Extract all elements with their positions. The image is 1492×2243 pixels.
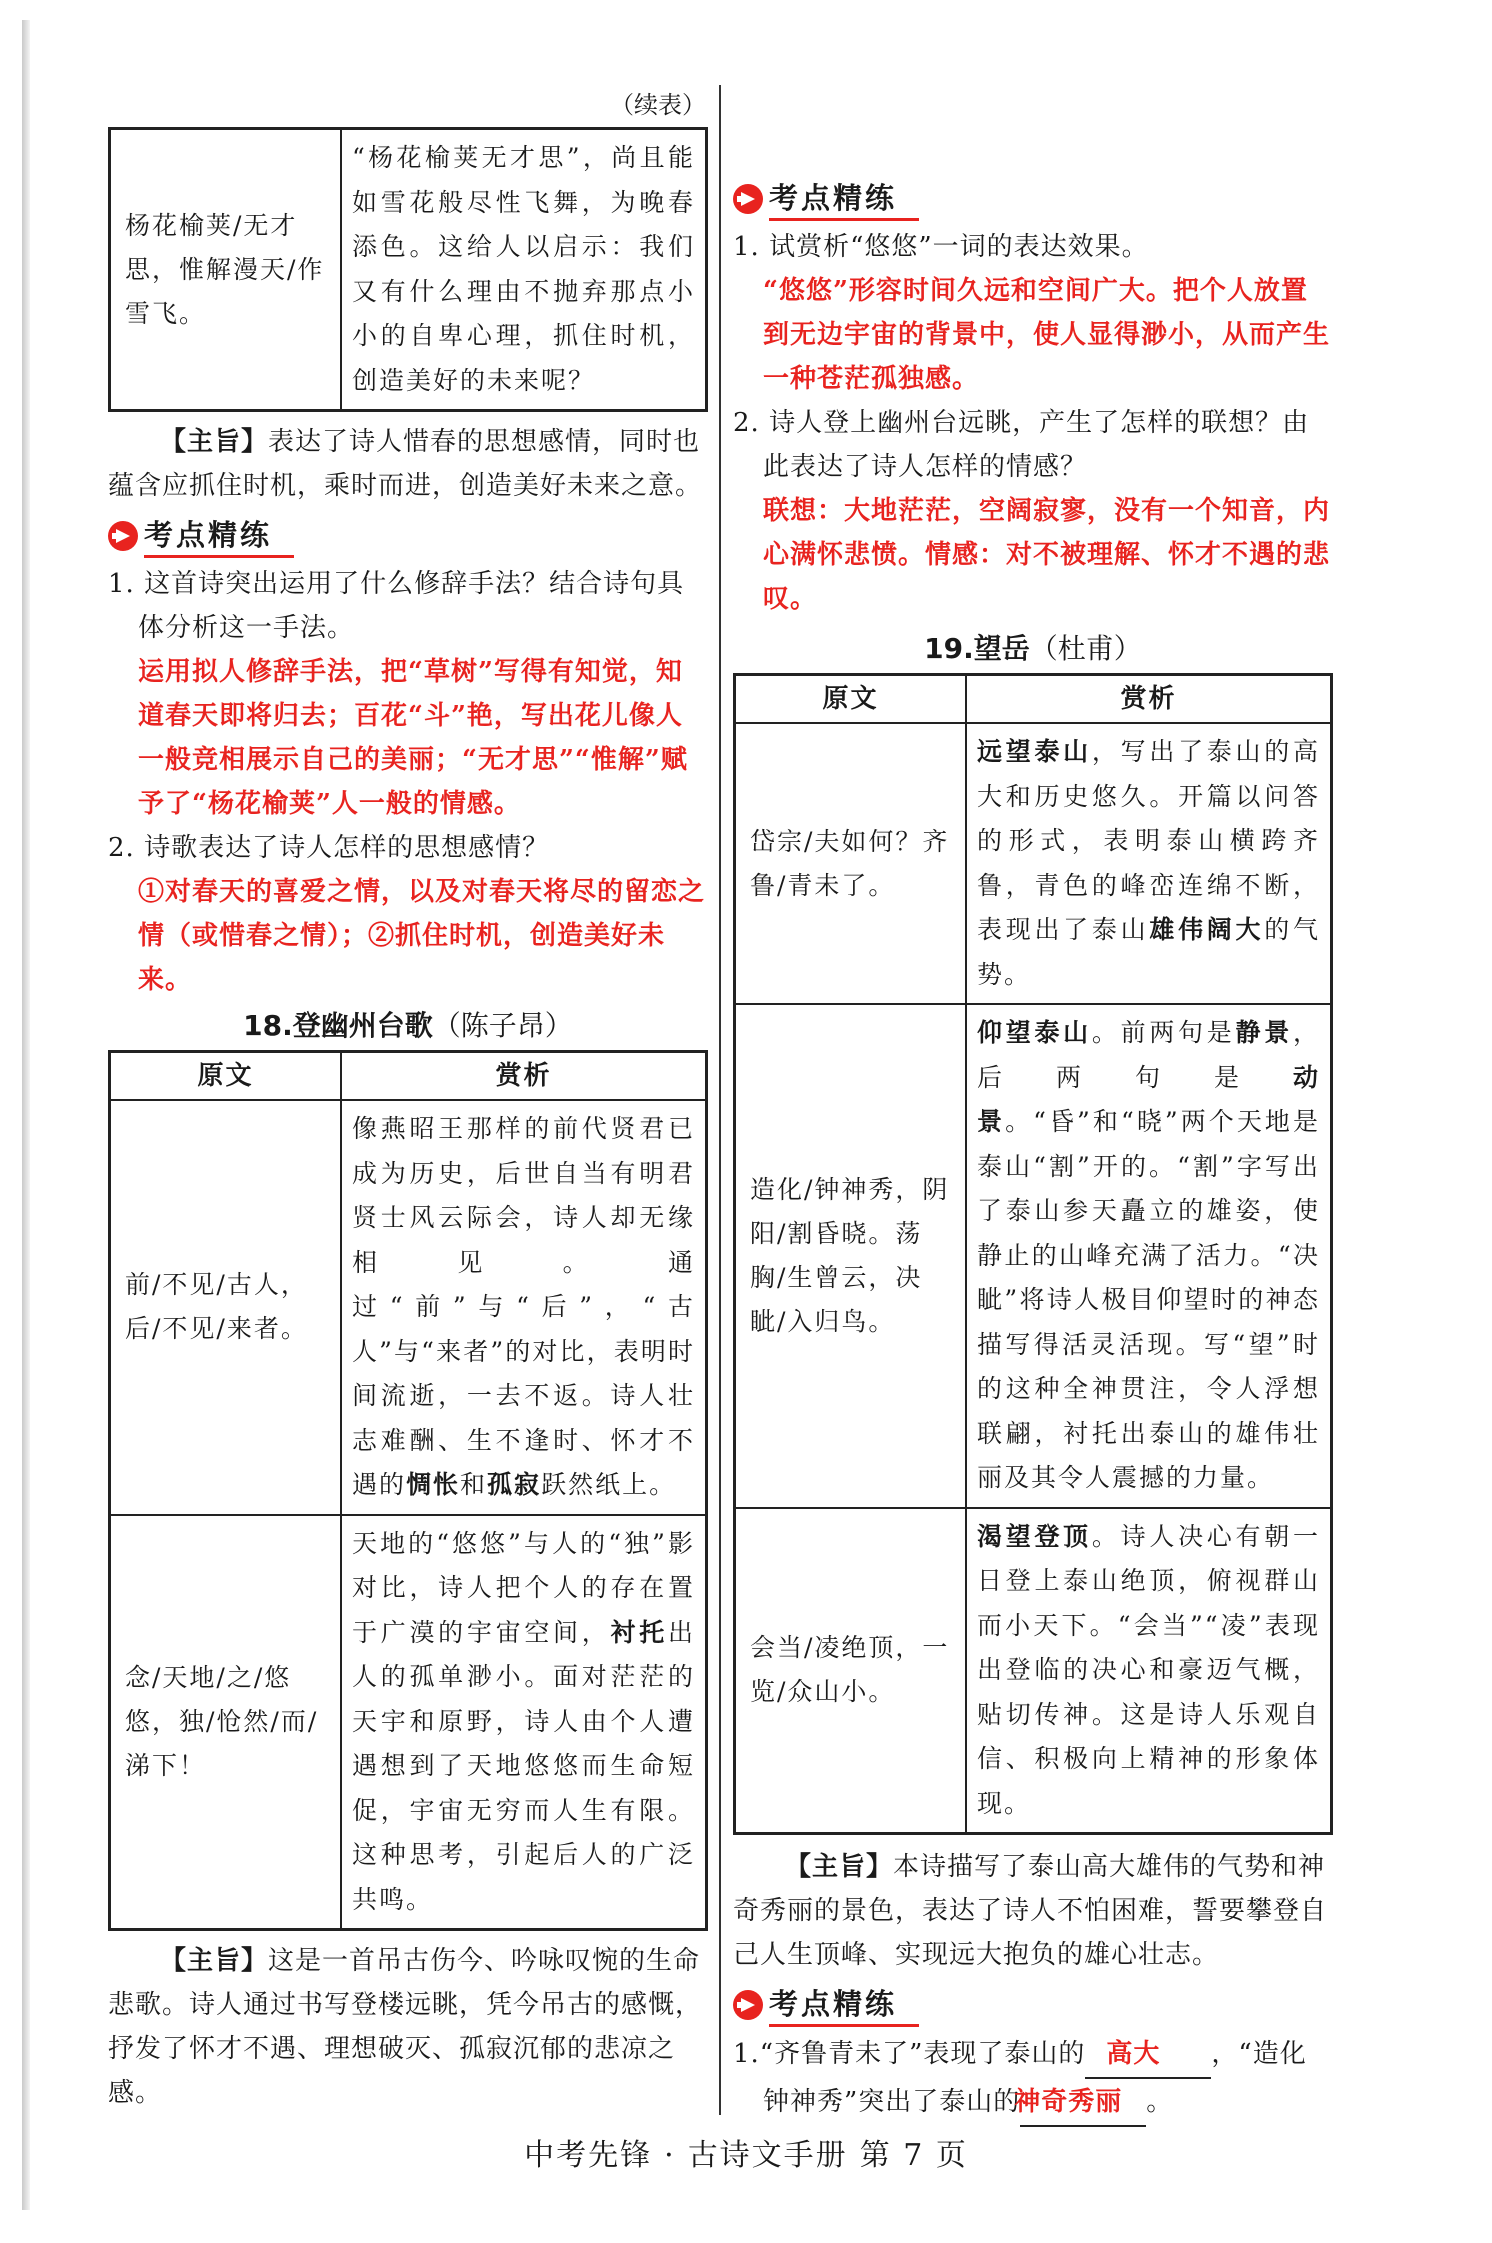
appr-text: 。“昏”和“晓”两个天地是泰山“割”开的。“割”字写出了泰山参天矗立的雄姿，使静止的山峰充满了活力。“决眦”将诗人极目仰望时的神态描写得活灵活现。写“望”时的这种全神贯注，令人浮想联翩，衬托出泰山的雄伟壮丽及其令人震撼的力量。 (977, 1107, 1320, 1492)
appreciation-cell (966, 1508, 1332, 1834)
appr-text: ，写出了泰山的高大和历史悠久。开篇以问答的形式，表明泰山横跨齐鲁，青色的峰峦连绵不断，表现出了泰山 (977, 737, 1320, 944)
theme-label: 【主旨】 (160, 427, 269, 457)
column-divider (719, 85, 721, 2115)
table-row (110, 1100, 707, 1515)
table-row (735, 1004, 1332, 1508)
original-text-cell: 会当/凌绝顶，一览/众山小。 (735, 1508, 967, 1834)
original-text-cell: 前/不见/古人，后/不见/来者。 (110, 1100, 342, 1515)
appr-text: 天地的“悠悠”与人的“独”影对比，诗人把个人的存在置于广漠的宇宙空间， (352, 1528, 695, 1647)
appr-keyword: 远望泰山 (977, 737, 1092, 766)
question-text: ，“造化钟神秀”突出了泰山的 (763, 2039, 1307, 2117)
appr-text: 和 (460, 1470, 488, 1499)
appr-text: 跃然纸上。 (541, 1470, 677, 1499)
appr-keyword: 孤寂 (487, 1470, 542, 1499)
appreciation-cell (341, 1515, 707, 1930)
poem19-table (733, 673, 1333, 1835)
appreciation-cell (966, 723, 1332, 1004)
theme-text: 本诗描写了泰山高大雄伟的气势和神奇秀丽的景色，表达了诗人不怕困难，誓要攀登自己人生顶峰、实现远大抱负的雄心壮志。 (733, 1852, 1328, 1970)
arrow-right-icon (733, 1990, 763, 2020)
table-row (110, 129, 707, 411)
appr-keyword: 静景 (1235, 1018, 1293, 1047)
continued-note: （续表） (610, 91, 706, 119)
exercise-question: 2. 诗歌表达了诗人怎样的思想感情？ (108, 833, 550, 863)
section-heading (733, 1983, 1333, 2027)
appr-keyword: 仰望泰山 (977, 1018, 1092, 1047)
table-row (110, 1515, 707, 1930)
appr-keyword: 惆怅 (406, 1470, 461, 1499)
page-footer (0, 2130, 1492, 2174)
section-heading (733, 177, 1333, 221)
appr-text: 。诗人决心有朝一日登上泰山绝顶，俯视群山而小天下。“会当”“凌”表现出登临的决心和豪迈气概，贴切传神。这是诗人乐观自信、积极向上精神的形象体现。 (977, 1521, 1320, 1818)
header-appreciation: 赏析 (341, 1052, 707, 1101)
original-text-cell: 造化/钟神秀，阴阳/割昏晓。荡胸/生曾云，决眦/入归鸟。 (735, 1004, 967, 1508)
appr-text: 像燕昭王那样的前代贤君已成为历史，后世自当有明君贤士风云际会，诗人却无缘相见。通过“前”与“后”，“古人”与“来者”的对比，表明时间流逝，一去不返。诗人壮志难酬、生不逢时、怀才不遇的 (352, 1114, 695, 1499)
table-header-row (735, 675, 1332, 724)
poem-number: 19. (924, 632, 974, 665)
arrow-right-icon (108, 521, 138, 551)
theme-text: 表达了诗人惜春的思想感情，同时也蕴含应抓住时机，乘时而进，创造美好未来之意。 (108, 427, 703, 501)
poem18-table (108, 1050, 708, 1931)
section-heading (108, 514, 708, 558)
right-column (733, 85, 1333, 2127)
exercise-question: 1. 这首诗突出运用了什么修辞手法？结合诗句具体分析这一手法。 (108, 569, 685, 643)
table-header-row (110, 1052, 707, 1101)
appr-keyword: 渴望登顶 (977, 1521, 1092, 1551)
appr-keyword: 动景 (977, 1062, 1320, 1136)
poem17-table (108, 127, 708, 412)
appr-text: ，后两句是 (977, 1018, 1320, 1092)
book-subtitle: 古诗文手册 (687, 2138, 848, 2173)
poem18-theme (108, 1939, 708, 2115)
theme-text: 这是一首吊古伤今、吟咏叹惋的生命悲歌。诗人通过书写登楼远眺，凭今吊古的感慨，抒发了怀才不遇、理想破灭、孤寂沉郁的悲凉之感。 (108, 1946, 703, 2108)
page-number: 第 7 页 (859, 2138, 968, 2173)
poem17-theme (108, 420, 708, 508)
poem-author: （陈子昂） (432, 1009, 573, 1042)
appr-keyword: 衬托 (610, 1617, 668, 1647)
appreciation-cell (966, 1004, 1332, 1508)
exercise-answer: “悠悠”形容时间久远和空间广大。把个人放置到无边宇宙的背景中，使人显得渺小，从而产生一种苍茫孤独感。 (763, 276, 1331, 394)
header-original: 原文 (735, 675, 967, 724)
section-title: 考点精练 (769, 178, 919, 221)
footer-dot: · (664, 2138, 676, 2173)
poem19-theme (733, 1845, 1333, 1977)
book-title: 中考先锋 (524, 2138, 653, 2173)
header-appreciation: 赏析 (966, 675, 1332, 724)
poem18-title (108, 1002, 708, 1050)
appr-keyword: 雄伟阔大 (1149, 915, 1265, 944)
poem-name: 登幽州台歌 (292, 1009, 433, 1042)
exercise-answer: 联想：大地茫茫，空阔寂寥，没有一个知音，内心满怀悲愤。情感：对不被理解、怀才不遇的悲叹。 (763, 496, 1331, 614)
exercise-question: 2. 诗人登上幽州台远眺，产生了怎样的联想？由此表达了诗人怎样的情感？ (733, 408, 1310, 482)
scan-edge (22, 20, 30, 2210)
theme-label: 【主旨】 (160, 1946, 269, 1976)
poem-author: （杜甫） (1029, 632, 1142, 665)
poem-number: 18. (243, 1009, 293, 1042)
exercise-question: 1. 试赏析“悠悠”一词的表达效果。 (733, 232, 1149, 262)
left-column (108, 85, 708, 2115)
exercise-question (733, 2031, 1333, 2127)
appr-text: 。前两句是 (1091, 1018, 1236, 1047)
original-text-cell: 念/天地/之/悠悠，独/怆然/而/涕下！ (110, 1515, 342, 1930)
question-text: 1.“齐鲁青未了”表现了泰山的 (733, 2039, 1086, 2069)
question-text: 。 (1146, 2087, 1174, 2117)
poem19-title (733, 625, 1333, 673)
arrow-right-icon (733, 184, 763, 214)
appreciation-cell (341, 1100, 707, 1515)
header-original: 原文 (110, 1052, 342, 1101)
appr-text: 出人的孤单渺小。面对茫茫的天宇和原野，诗人由个人遭遇想到了天地悠悠而生命短促，宇宙无穷而人生有限。这种思考，引起后人的广泛共鸣。 (352, 1617, 695, 1914)
original-text-cell: 杨花榆荚/无才思，惟解漫天/作雪飞。 (110, 129, 342, 411)
exercise-answer: ①对春天的喜爱之情，以及对春天将尽的留恋之情（或惜春之情）；②抓住时机，创造美好未来。 (138, 877, 706, 995)
section-title: 考点精练 (144, 515, 294, 558)
original-text-cell: 岱宗/夫如何？齐鲁/青未了。 (735, 723, 967, 1004)
answer-blank: 高大 (1085, 2031, 1211, 2079)
table-row (735, 723, 1332, 1004)
section-title: 考点精练 (769, 1984, 919, 2027)
appreciation-cell: “杨花榆荚无才思”，尚且能如雪花般尽性飞舞，为晚春添色。这给人以启示：我们又有什么理由不抛弃那点小小的自卑心理，抓住时机，创造美好的未来呢？ (341, 129, 707, 411)
answer-blank: 神奇秀丽 (1020, 2079, 1146, 2127)
exercise-answer: 运用拟人修辞手法，把“草树”写得有知觉，知道春天即将归去；百花“斗”艳，写出花儿像人一般竞相展示自己的美丽；“无才思”“惟解”赋予了“杨花榆荚”人一般的情感。 (138, 657, 688, 819)
table-row (735, 1508, 1332, 1834)
appr-text: 的气势。 (977, 915, 1320, 989)
poem-name: 望岳 (973, 632, 1030, 665)
theme-label: 【主旨】 (785, 1852, 894, 1882)
